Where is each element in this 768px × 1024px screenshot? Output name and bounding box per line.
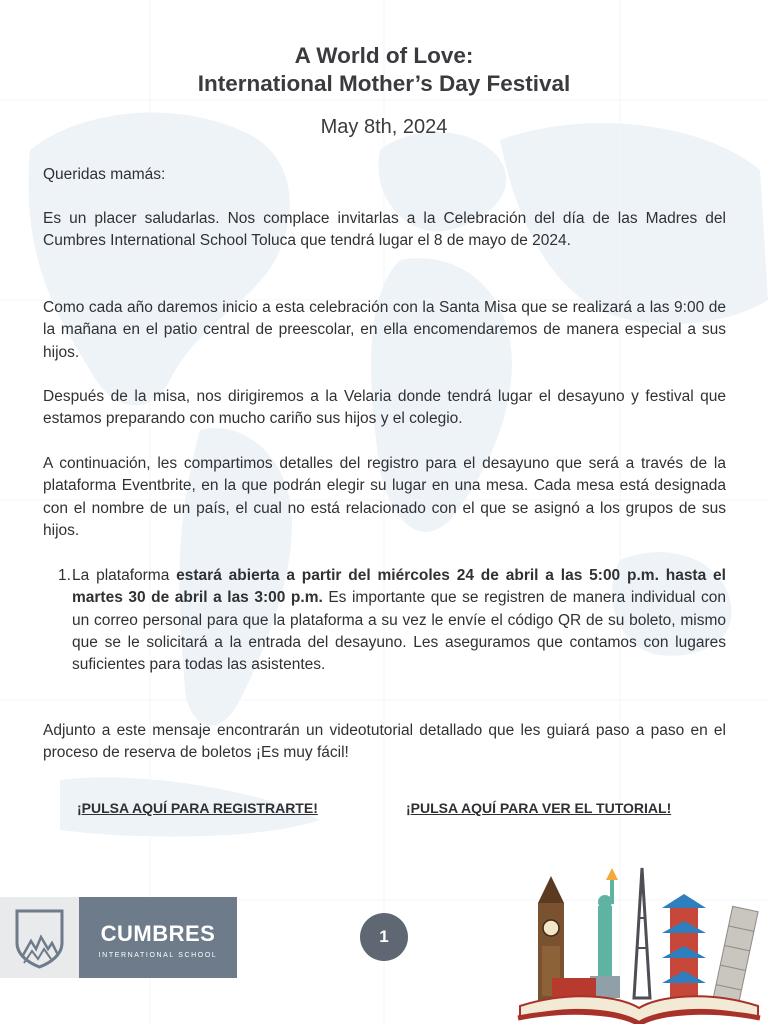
world-landmarks-book-icon xyxy=(510,858,768,1024)
paragraph-registro: A continuación, les compartimos detalles del registro para el desayuno que será a través de la plataforma Eventbrite, en la que podrán elegir su lugar en una mesa. Cada mesa está designada con el nombre de un país, el cual no está relacionado con el que se asignó a los grupos de sus hijos. xyxy=(43,455,726,539)
list-text-end: Es importante que se registren de manera individual con un correo personal para que la plataforma a su vez le envíe el código QR de su boleto, mismo que se le solicitará a la entrada del desayuno. Les aseguramos que contamos con lugares suficientes para todas las asistentes. xyxy=(72,589,726,674)
logo-name: CUMBRES xyxy=(100,921,216,946)
list-text-start: La plataforma xyxy=(72,567,177,584)
logo-crest-panel xyxy=(0,897,79,978)
logo-text-panel xyxy=(79,897,237,978)
paragraph-desayuno: Después de la misa, nos dirigiremos a la Velaria donde tendrá lugar el desayuno y festival que estamos preparando con mucho cariño sus hijos y el colegio. xyxy=(43,388,726,428)
register-link[interactable]: ¡PULSA AQUÍ PARA REGISTRARTE! xyxy=(77,800,318,816)
list-number: 1. xyxy=(58,567,71,584)
logo-subtitle: INTERNATIONAL SCHOOL xyxy=(98,952,218,959)
list-item-text xyxy=(72,565,726,676)
paragraph-misa: Como cada año daremos inicio a esta celebración con la Santa Misa que se realizará a las 9:00 de la mañana en el patio central de preescolar, en ella encomendaremos de manera especial a sus hijos. xyxy=(43,299,726,361)
greeting: Queridas mamás: xyxy=(43,166,166,183)
tutorial-link[interactable]: ¡PULSA AQUÍ PARA VER EL TUTORIAL! xyxy=(406,800,672,816)
title-line-2: International Mother’s Day Festival xyxy=(197,71,571,96)
page-title xyxy=(0,42,768,98)
page-number-badge: 1 xyxy=(360,913,408,961)
list-item xyxy=(58,565,726,676)
event-date: May 8th, 2024 xyxy=(320,116,448,138)
title-line-1: A World of Love: xyxy=(294,43,474,68)
paragraph-tutorial: Adjunto a este mensaje encontrarán un videotutorial detallado que les guiará paso a paso en el proceso de reserva de boletos ¡Es muy fácil! xyxy=(43,722,726,762)
paragraph-intro: Es un placer saludarlas. Nos complace invitarlas a la Celebración del día de las Madres del Cumbres International School Toluca que tendrá lugar el 8 de mayo de 2024. xyxy=(43,210,726,250)
cumbres-crest-icon xyxy=(0,897,79,978)
list-text-bold: estará abierta a partir del miércoles 24 de abril a las 5:00 p.m. hasta el martes 30 de abril a las 3:00 p.m. xyxy=(72,567,726,607)
school-logo xyxy=(0,897,237,978)
